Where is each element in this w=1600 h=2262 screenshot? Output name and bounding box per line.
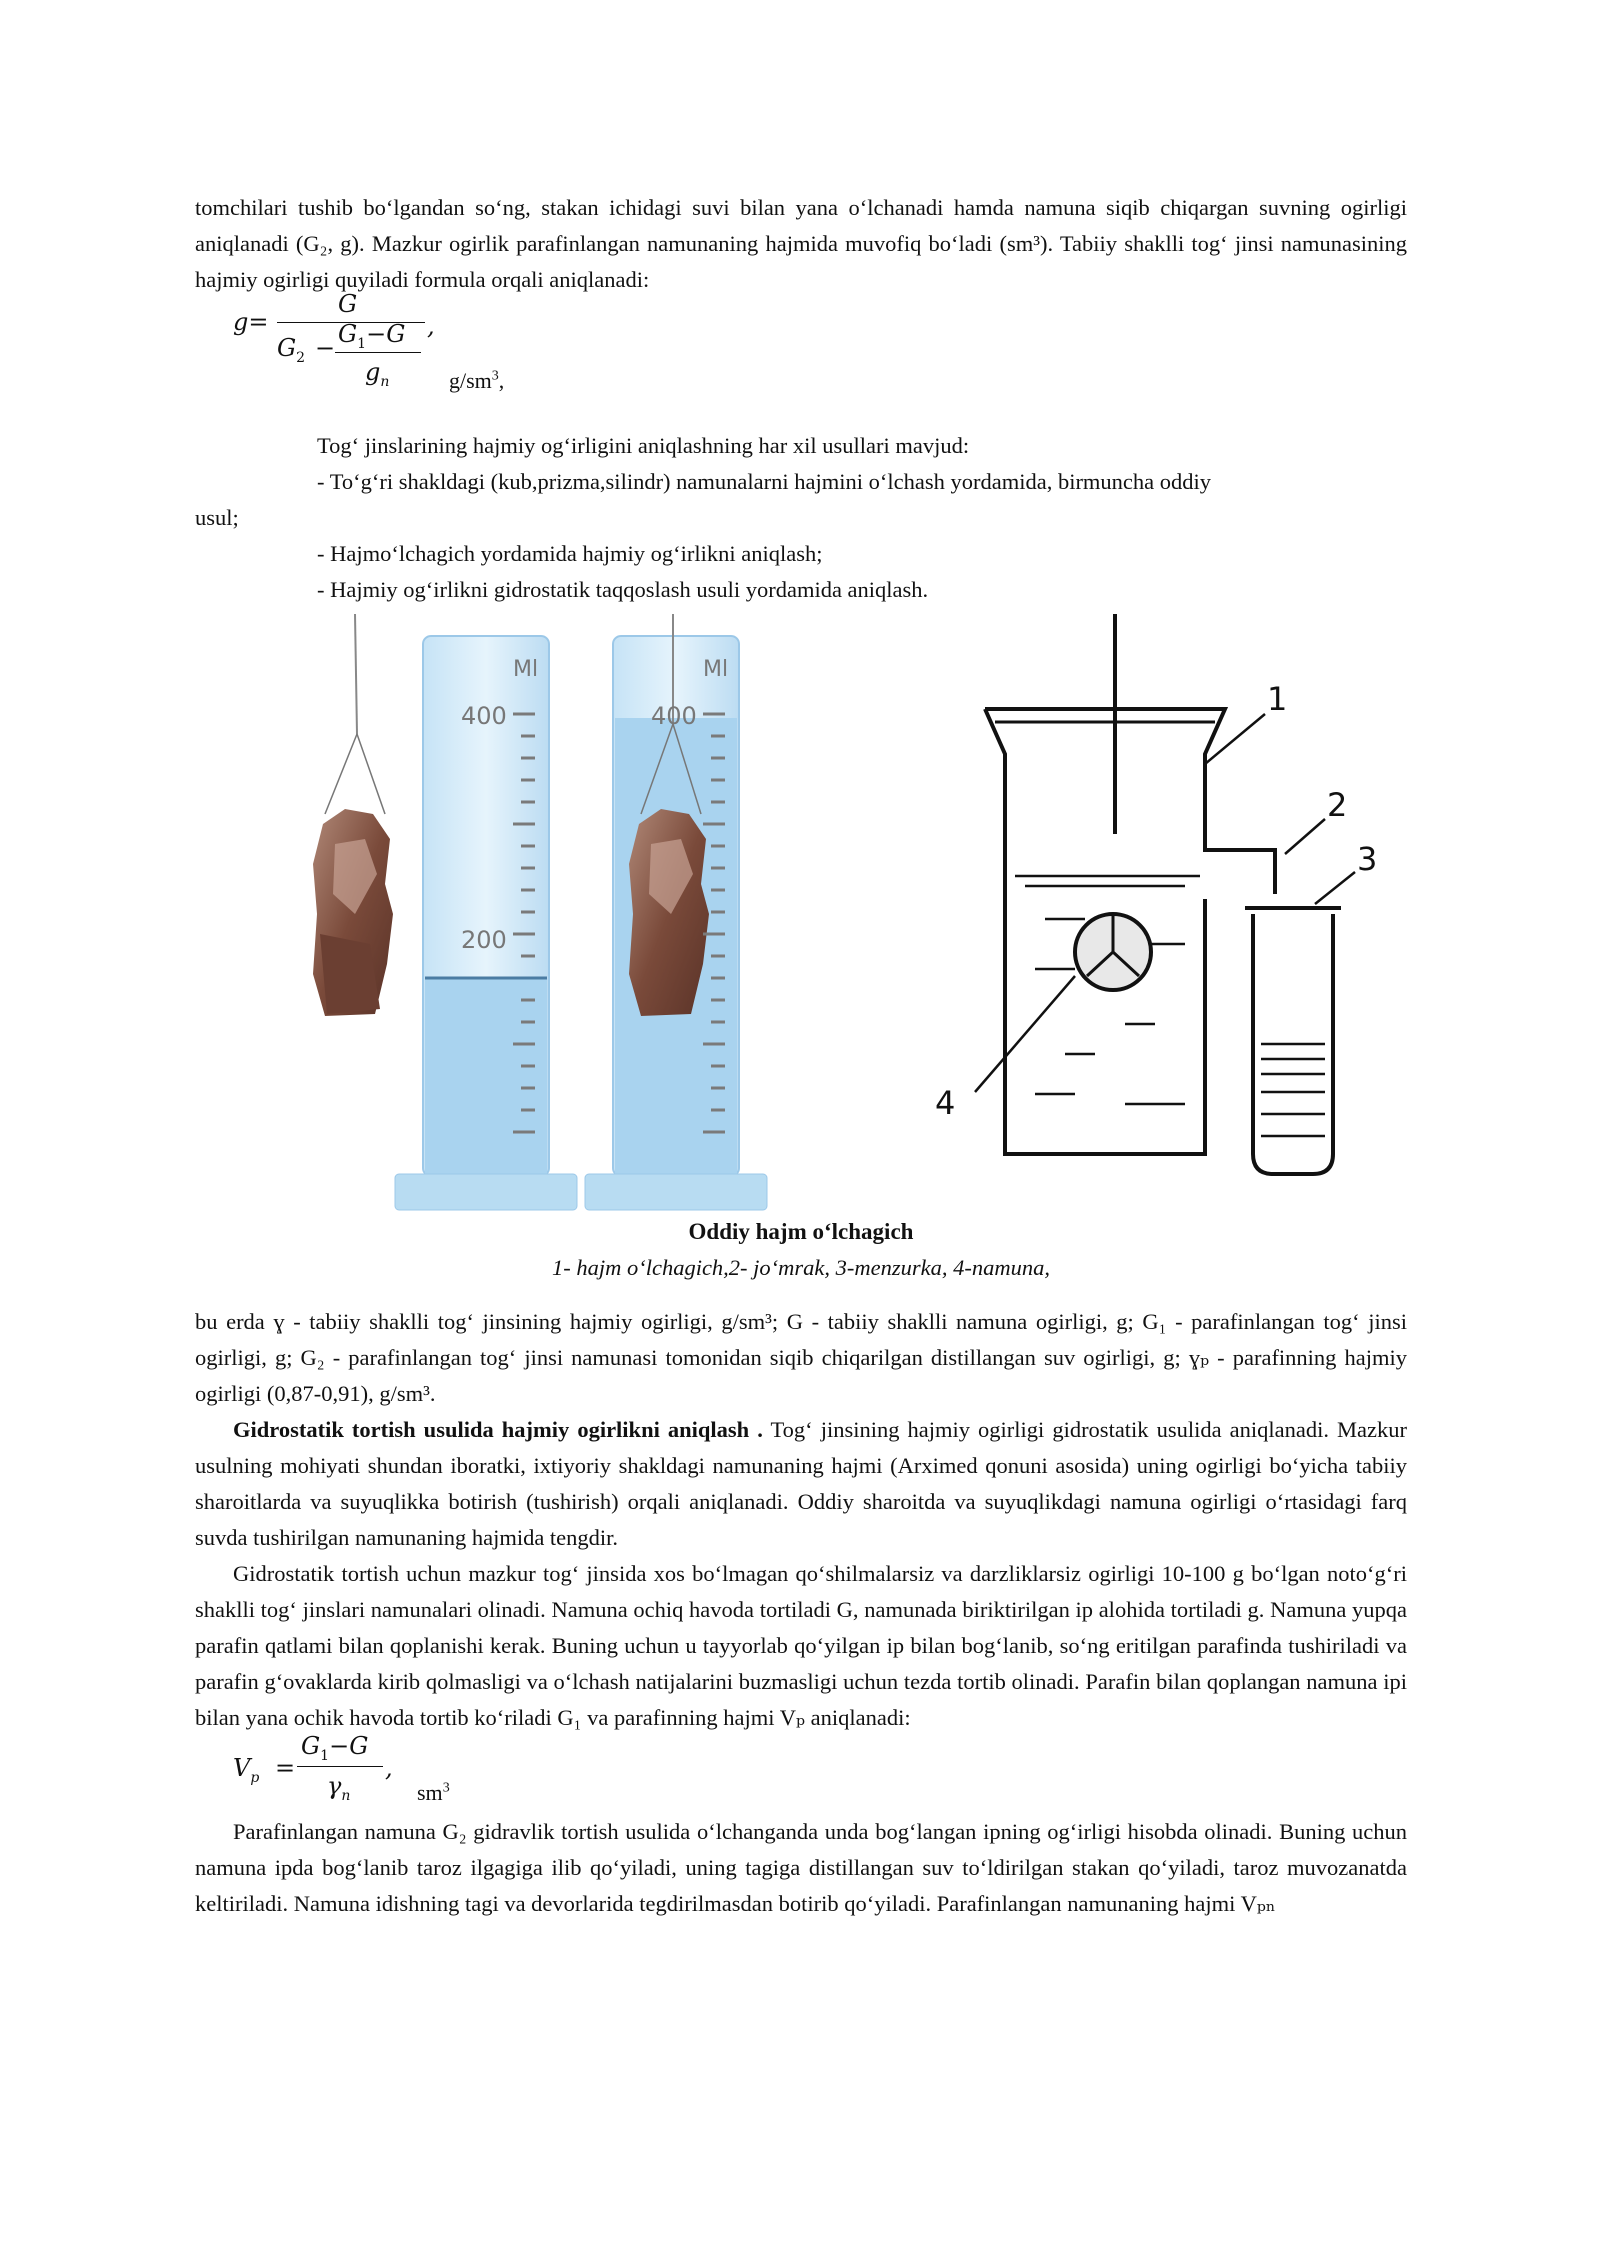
figure-caption-subtitle: 1- hajm o‘lchagich,2- jo‘mrak, 3-menzurka, 4-namuna, bbox=[551, 1255, 1051, 1280]
paragraph-hydrostatic-method bbox=[195, 1412, 1407, 1556]
formula1-inner-denominator: $g_n$ bbox=[365, 358, 390, 390]
formula-bulk-density bbox=[195, 290, 1407, 428]
volume-meter-diagram bbox=[975, 614, 1355, 1174]
formula1-comma: , bbox=[427, 312, 435, 340]
formula1-numerator: G bbox=[338, 290, 358, 318]
hanging-rock-sample bbox=[313, 614, 393, 1016]
diagram-label-1: 1 bbox=[1267, 680, 1288, 718]
document-page bbox=[195, 190, 1407, 1922]
formula2-lhs: $V_p$ bbox=[233, 1754, 260, 1786]
formula2-unit: $sm^3$ bbox=[417, 1780, 450, 1805]
paragraph-procedure: Gidrostatik tortish uchun mazkur tog‘ jinsida xos bo‘lmagan qo‘shilmalarsiz va darzliklarsiz ogirligi 10-100 g bo‘lgan noto‘g‘ri shaklli tog‘ jinslari namunalari olinadi. Namuna ochiq havoda tortiladi G, namunada biriktirilgan ip alohida tortiladi g. Namuna yupqa parafin qatlami bilan qoplanishi kerak. Buning uchun u tayyorlab qo‘yilgan ip bilan bog‘lanib, so‘ng eritilgan parafinda tushiriladi va parafin g‘ovaklarda kirib qolmasligi va o‘lchash natijalarini buzmasligi uchun tezda tortib olinadi. Parafin bilan qoplangan namuna ipi bilan yana ochik havoda tortib ko‘riladi G₁ va parafinning hajmi Vₚ aniqlanadi: bbox=[195, 1561, 1407, 1730]
formula1-inner-numerator: $G_1-G$ bbox=[338, 320, 406, 352]
figure-caption-title: Oddiy hajm o‘lchagich bbox=[688, 1219, 914, 1244]
cylinder-2-mark-400: 400 bbox=[651, 702, 697, 730]
measuring-cylinder-2 bbox=[585, 614, 767, 1210]
figure-volume-meter bbox=[195, 614, 1407, 1214]
methods-item-1: - To‘g‘ri shakldagi (kub,prizma,silindr) namunalarni hajmini o‘lchash yordamida, birmuncha oddiy bbox=[317, 469, 1212, 494]
formula1-minus: − bbox=[315, 334, 336, 362]
cylinder-1-unit: Ml bbox=[513, 657, 539, 682]
formula1-denom-left: $G_2$ bbox=[277, 334, 306, 366]
diagram-label-4: 4 bbox=[935, 1084, 956, 1122]
figure-illustration bbox=[195, 614, 1407, 1214]
methods-item-3: - Hajmiy og‘irlikni gidrostatik taqqoslash usuli yordamida aniqlash. bbox=[317, 577, 929, 602]
formula1-inner-bar bbox=[335, 352, 421, 353]
hydrostatic-text: Tog‘ jinsining hajmiy ogirligi gidrostatik usulida aniqlanadi. Mazkur usulning mohiyati shundan iboratki, ixtiyoriy shakldagi namunaning hajmi (Arximed qonuni asosida) uning ogirligi bo‘yicha tabiiy sharoitlarda va suyuqlikka botirish (tushirish) orqali aniqlanadi. Oddiy sharoitda va suyuqlikdagi namuna ogirligi o‘rtasidagi farq suvda tushirilgan namunaning hajmida tengdir. bbox=[195, 1417, 1407, 1550]
methods-list bbox=[195, 428, 1407, 608]
methods-item-1-tail: usul; bbox=[195, 505, 239, 530]
formula2-numerator: $G_1-G$ bbox=[301, 1732, 369, 1764]
formula2-eq: = bbox=[275, 1754, 296, 1782]
paragraph-intro: tomchilari tushib bo‘lgandan so‘ng, stakan ichidagi suvi bilan yana o‘lchanadi hamda namuna siqib chiqargan suvning ogirligi aniqlanadi (G₂, g). Mazkur ogirlik parafinlangan namunaning hajmida muvofiq bo‘ladi (sm³). Tabiiy shaklli tog‘ jinsi namunasining hajmiy ogirligi quyiladi formula orqali aniqlanadi: bbox=[195, 195, 1407, 292]
formula1-lhs: g= bbox=[233, 308, 269, 336]
formula2-denominator: $\gamma_n$ bbox=[327, 1772, 351, 1804]
measuring-cylinder-1 bbox=[395, 636, 577, 1210]
formula2-bar bbox=[297, 1766, 383, 1767]
cylinder-1-mark-400: 400 bbox=[461, 702, 507, 730]
diagram-label-2: 2 bbox=[1327, 786, 1348, 824]
methods-intro: Tog‘ jinslarining hajmiy og‘irligini aniqlashning har xil usullari mavjud: bbox=[317, 433, 970, 458]
methods-item-2: - Hajmo‘lchagich yordamida hajmiy og‘irlikni aniqlash; bbox=[317, 541, 823, 566]
paragraph-symbols: bu erda ɣ - tabiiy shaklli tog‘ jinsining hajmiy ogirligi, g/sm³; G - tabiiy shaklli namuna ogirligi, g; G₁ - parafinlangan tog‘ jinsi ogirligi, g; G₂ - parafinlangan tog‘ jinsi namunasi tomonidan siqib chiqarilgan distillangan suv ogirligi, g; ɣₚ - parafinning hajmiy ogirligi (0,87-0,91), g/sm³. bbox=[195, 1309, 1407, 1406]
cylinder-2-unit: Ml bbox=[703, 657, 729, 682]
diagram-label-3: 3 bbox=[1357, 840, 1378, 878]
formula2-comma: , bbox=[385, 1754, 393, 1782]
formula1-unit: $g/sm^3$, bbox=[449, 368, 505, 393]
hydrostatic-heading: Gidrostatik tortish usulida hajmiy ogirlikni aniqlash . bbox=[233, 1417, 763, 1442]
formula-paraffin-volume bbox=[195, 1732, 1407, 1814]
paragraph-paraffin-sample: Parafinlangan namuna G₂ gidravlik tortish usulida o‘lchanganda unda bog‘langan ipning og‘irligi hisobda olinadi. Buning uchun namuna ipda bog‘lanib taroz ilgagiga ilib qo‘yiladi, uning tagiga distillangan suv to‘ldirilgan stakan qo‘yiladi, taroz muvozanatda keltiriladi. Namuna idishning tagi va devorlarida tegdirilmasdan botirib qo‘yiladi. Parafinlangan namunaning hajmi Vₚₙ bbox=[195, 1819, 1407, 1916]
cylinder-1-mark-200: 200 bbox=[461, 926, 507, 954]
